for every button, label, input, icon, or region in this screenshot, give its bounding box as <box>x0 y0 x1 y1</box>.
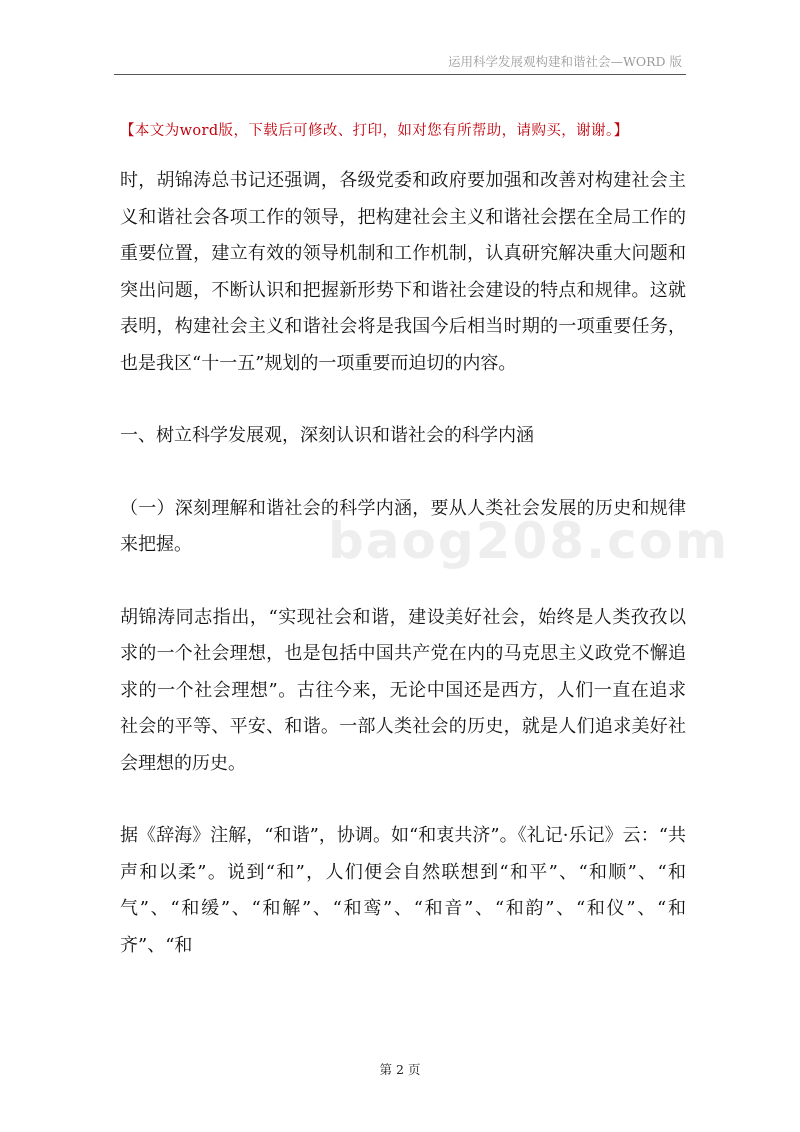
running-header-title: 运用科学发展观构建和谐社会—WORD 版 <box>447 54 682 69</box>
header-divider <box>114 74 686 75</box>
page-number: 第 2 页 <box>379 1062 421 1077</box>
document-body <box>120 163 686 1000</box>
site-watermark: baog208.com <box>328 512 730 570</box>
paragraph: 据《辞海》注解，“和谐”，协调。如“和衷共济”。《礼记·乐记》云：“共声和以柔”。说到“和”，人们便会自然联想到“和平”、“和顺”、“和气”、“和缓”、“和解”、“和鸾”、“和音”、“和韵”、“和仪”、“和齐”、“和 <box>120 825 686 956</box>
subsection-heading: （一）深刻理解和谐社会的科学内涵，要从人类社会发展的历史和规律来把握。 <box>120 497 686 555</box>
paragraph: 胡锦涛同志指出，“实现社会和谐，建设美好社会，始终是人类孜孜以求的一个社会理想，也是包括中国共产党在内的马克思主义政党不懈追求的一个社会理想”。古往今来，无论中国还是西方，人们一直在追求社会的平等、平安、和谐。一部人类社会的历史，就是人们追求美好社会理想的历史。 <box>120 606 686 774</box>
section-heading: 一、树立科学发展观，深刻认识和谐社会的科学内涵 <box>120 425 534 446</box>
download-notice: 【本文为word版，下载后可修改、打印，如对您有所帮助，请购买，谢谢。】 <box>120 123 629 139</box>
paragraph: 时，胡锦涛总书记还强调，各级党委和政府要加强和改善对构建社会主义和谐社会各项工作的领导，把构建社会主义和谐社会摆在全局工作的重要位置，建立有效的领导机制和工作机制，认真研究解决重大问题和突出问题，不断认识和把握新形势下和谐社会建设的特点和规律。这就表明，构建社会主义和谐社会将是我国今后相当时期的一项重要任务，也是我区“十一五”规划的一项重要而迫切的内容。 <box>120 170 686 374</box>
